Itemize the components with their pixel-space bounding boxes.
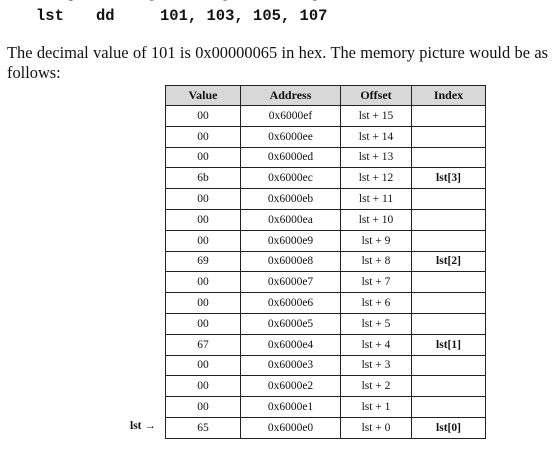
- cell-offset: lst + 11: [341, 189, 412, 210]
- table-row: [166, 147, 486, 168]
- cell-value: 00: [166, 106, 241, 127]
- table-row: [166, 355, 486, 376]
- cell-address: 0x6000e6: [241, 293, 341, 314]
- cell-offset: lst + 1: [341, 397, 412, 418]
- cell-offset: lst + 14: [341, 126, 412, 147]
- cell-index: [412, 376, 486, 397]
- cell-address: 0x6000e3: [241, 355, 341, 376]
- cell-index: [412, 209, 486, 230]
- table-row: [166, 209, 486, 230]
- cell-index: [412, 397, 486, 418]
- table-header-row: [166, 86, 486, 106]
- lst-pointer-label: lst →: [130, 420, 156, 432]
- table-row: [166, 397, 486, 418]
- cell-index: lst[3]: [412, 168, 486, 189]
- cell-index: [412, 272, 486, 293]
- cell-offset: lst + 5: [341, 313, 412, 334]
- cell-value: 00: [166, 355, 241, 376]
- cell-address: 0x6000e0: [241, 417, 341, 438]
- table-row: [166, 168, 486, 189]
- cell-address: 0x6000ed: [241, 147, 341, 168]
- table-body: [166, 106, 486, 439]
- table-row: [166, 334, 486, 355]
- cell-value: 00: [166, 189, 241, 210]
- cell-value: 00: [166, 397, 241, 418]
- cell-index: lst[2]: [412, 251, 486, 272]
- cell-offset: lst + 3: [341, 355, 412, 376]
- cell-offset: lst + 0: [341, 417, 412, 438]
- cell-offset: lst + 4: [341, 334, 412, 355]
- header-address: Address: [241, 86, 341, 106]
- cell-address: 0x6000e2: [241, 376, 341, 397]
- cropped-intro-text: [8, 0, 324, 2]
- table-row: [166, 272, 486, 293]
- cell-address: 0x6000ea: [241, 209, 341, 230]
- cell-value: 00: [166, 230, 241, 251]
- cell-index: [412, 313, 486, 334]
- header-index: Index: [412, 86, 486, 106]
- cell-value: 6b: [166, 168, 241, 189]
- header-value: Value: [166, 86, 241, 106]
- cell-address: 0x6000e9: [241, 230, 341, 251]
- table-row: [166, 230, 486, 251]
- cell-offset: lst + 13: [341, 147, 412, 168]
- cell-offset: lst + 7: [341, 272, 412, 293]
- cell-index: lst[0]: [412, 417, 486, 438]
- cell-index: lst[1]: [412, 334, 486, 355]
- table-row: [166, 313, 486, 334]
- cell-address: 0x6000eb: [241, 189, 341, 210]
- code-label: lst: [36, 7, 64, 25]
- cell-offset: lst + 12: [341, 168, 412, 189]
- cell-offset: lst + 8: [341, 251, 412, 272]
- cell-address: 0x6000e7: [241, 272, 341, 293]
- code-directive: dd: [96, 7, 115, 25]
- cell-value: 00: [166, 293, 241, 314]
- cell-offset: lst + 6: [341, 293, 412, 314]
- cell-address: 0x6000e1: [241, 397, 341, 418]
- table-row: [166, 417, 486, 438]
- cell-offset: lst + 15: [341, 106, 412, 127]
- cell-value: 00: [166, 147, 241, 168]
- table-row: [166, 293, 486, 314]
- cell-offset: lst + 9: [341, 230, 412, 251]
- cell-index: [412, 293, 486, 314]
- cell-value: 00: [166, 376, 241, 397]
- code-values: 101, 103, 105, 107: [160, 7, 328, 25]
- table-row: [166, 189, 486, 210]
- cell-value: 67: [166, 334, 241, 355]
- cell-offset: lst + 2: [341, 376, 412, 397]
- cell-index: [412, 126, 486, 147]
- cell-offset: lst + 10: [341, 209, 412, 230]
- cell-index: [412, 189, 486, 210]
- cell-value: 65: [166, 417, 241, 438]
- cell-address: 0x6000e8: [241, 251, 341, 272]
- cell-value: 00: [166, 272, 241, 293]
- memory-paragraph: The decimal value of 101 is 0x00000065 in hex. The memory picture would be as follows:: [7, 43, 548, 82]
- table-row: [166, 376, 486, 397]
- memory-table: [165, 85, 486, 439]
- cell-address: 0x6000e4: [241, 334, 341, 355]
- cell-index: [412, 147, 486, 168]
- cell-address: 0x6000e5: [241, 313, 341, 334]
- cell-value: 00: [166, 209, 241, 230]
- table-row: [166, 106, 486, 127]
- table-row: [166, 126, 486, 147]
- cell-index: [412, 355, 486, 376]
- cell-address: 0x6000ef: [241, 106, 341, 127]
- cell-address: 0x6000ec: [241, 168, 341, 189]
- cell-value: 00: [166, 313, 241, 334]
- cell-index: [412, 230, 486, 251]
- cell-index: [412, 106, 486, 127]
- header-offset: Offset: [341, 86, 412, 106]
- table-row: [166, 251, 486, 272]
- cell-value: 69: [166, 251, 241, 272]
- cell-value: 00: [166, 126, 241, 147]
- cell-address: 0x6000ee: [241, 126, 341, 147]
